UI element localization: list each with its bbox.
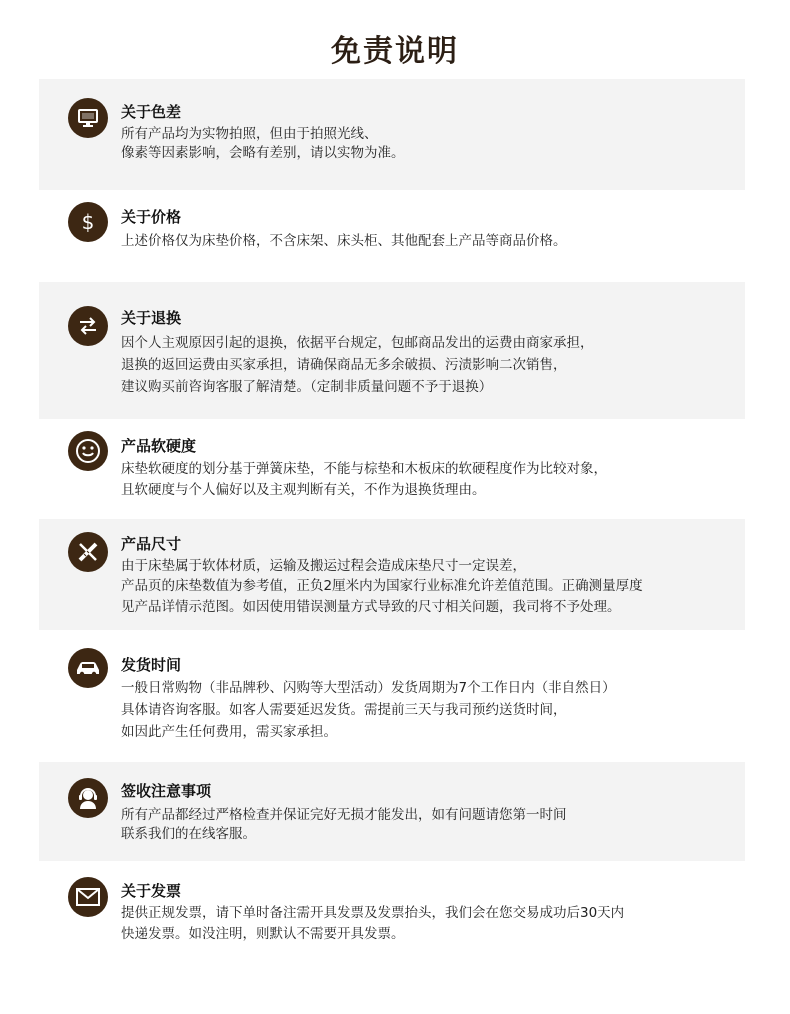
section-text-line: 像素等因素影响，会略有差别，请以实物为准。 — [121, 145, 405, 161]
exchange-arrows-icon — [68, 306, 108, 346]
headset-agent-icon — [68, 778, 108, 818]
section-heading: 发货时间 — [121, 656, 182, 674]
section-text-line: 具体请咨询客服。如客人需要延迟发货。需提前三天与我司预约送货时间， — [121, 702, 567, 718]
smiley-icon — [68, 431, 108, 471]
section-price — [39, 190, 745, 282]
section-heading: 关于色差 — [121, 103, 182, 121]
ruler-pencil-icon — [68, 532, 108, 572]
section-size — [39, 519, 745, 630]
dollar-icon — [68, 202, 108, 242]
section-invoice — [39, 861, 745, 961]
section-text-line: 所有产品都经过严格检查并保证完好无损才能发出，如有问题请您第一时间 — [121, 807, 567, 823]
section-text-line: 所有产品均为实物拍照，但由于拍照光线、 — [121, 126, 378, 142]
envelope-icon — [68, 877, 108, 917]
section-text-line: 产品页的床垫数值为参考值，正负2厘米内为国家行业标准允许差值范围。正确测量厚度 — [121, 578, 643, 594]
section-text-line: 由于床垫属于软体材质，运输及搬运过程会造成床垫尺寸一定误差， — [121, 558, 526, 574]
section-color-difference — [39, 79, 745, 190]
section-heading: 产品软硬度 — [121, 437, 197, 455]
section-text-line: 建议购买前咨询客服了解清楚。（定制非质量问题不予于退换） — [121, 379, 493, 395]
page-title: 免责说明 — [331, 34, 459, 69]
section-receiving — [39, 762, 745, 861]
section-heading: 关于退换 — [121, 309, 182, 327]
section-firmness — [39, 419, 745, 519]
section-text-line: 退换的返回运费由买家承担，请确保商品无多余破损、污渍影响二次销售， — [121, 357, 567, 373]
section-shipping — [39, 630, 745, 762]
section-heading: 产品尺寸 — [121, 535, 182, 553]
section-text-line: 且软硬度与个人偏好以及主观判断有关，不作为退换货理由。 — [121, 482, 486, 498]
section-text-line: 床垫软硬度的划分基于弹簧床垫，不能与棕垫和木板床的软硬程度作为比较对象， — [121, 461, 607, 477]
section-heading: 关于发票 — [121, 882, 182, 900]
section-heading: 关于价格 — [121, 208, 182, 226]
section-text-line: 联系我们的在线客服。 — [121, 826, 256, 842]
section-text-line: 提供正规发票，请下单时备注需开具发票及发票抬头，我们会在您交易成功后30天内 — [121, 905, 625, 921]
section-text-line: 一般日常购物（非品牌秒、闪购等大型活动）发货周期为7个工作日内（非自然日） — [121, 680, 616, 696]
section-text-line: 因个人主观原因引起的退换，依据平台规定，包邮商品发出的运费由商家承担， — [121, 335, 594, 351]
section-text-line: 如因此产生任何费用，需买家承担。 — [121, 724, 337, 740]
car-icon — [68, 648, 108, 688]
section-text-line: 见产品详情示范图。如因使用错误测量方式导致的尺寸相关问题，我司将不予处理。 — [121, 599, 621, 615]
section-text-line: 快递发票。如没注明，则默认不需要开具发票。 — [121, 926, 405, 942]
section-text-line: 上述价格仅为床垫价格，不含床架、床头柜、其他配套上产品等商品价格。 — [121, 233, 567, 249]
section-returns — [39, 282, 745, 419]
svg-text:$: $ — [81, 210, 95, 234]
section-heading: 签收注意事项 — [121, 782, 212, 800]
monitor-icon — [68, 98, 108, 138]
